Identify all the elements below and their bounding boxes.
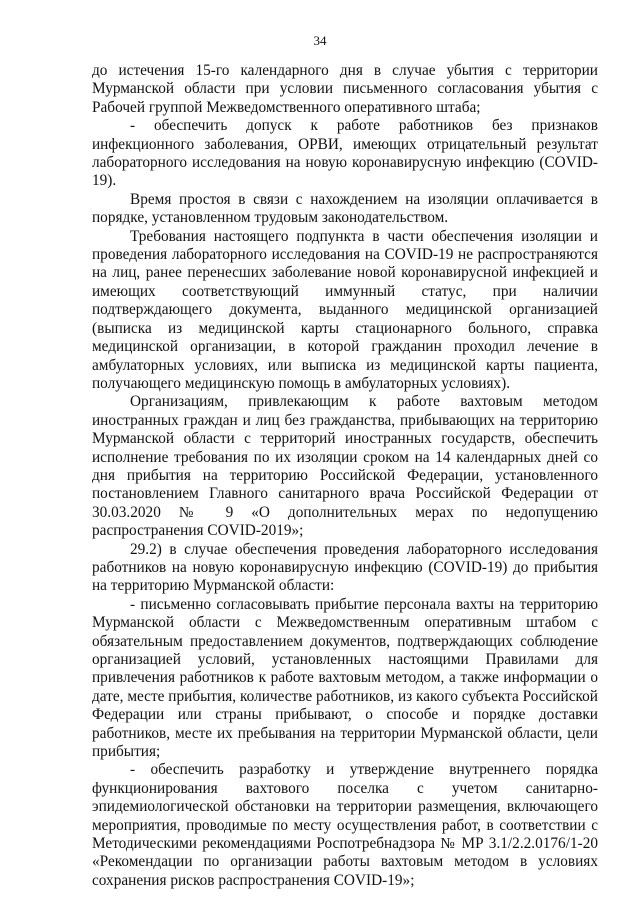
paragraph-clause-29-2: 29.2) в случае обеспечения проведения лабораторного исследования работников на новую коронавирусную инфекцию (COVID-19) до прибытия на территорию Мурманской области: [92,540,598,595]
paragraph-isolation-departure: до истечения 15-го календарного дня в случае убытия с территории Мурманской области при условии письменного согласования убытия с Рабочей группой Межведомственного оперативного штаба; [92,62,598,116]
document-body [92,62,598,890]
paragraph-written-approval: - письменно согласовывать прибытие персонала вахты на территорию Мурманской области с Межведомственным оперативным штабом с обязательным предоставлением документов, подтверждающих соблюдение организацией условий, установленных настоящими Правилами для привлечения работников к работе вахтовым методом, а также информации о дате, месте прибытия, количестве работников, из какого субъекта Российской Федерации или страны прибывают, о способе и порядке доставки работников, месте их пребывания на территории Мурманской области, цели прибытия; [92,595,598,761]
paragraph-immune-exemption: Требования настоящего подпункта в части обеспечения изоляции и проведения лабораторного исследования на COVID-19 не распространяются на лиц, ранее перенесших заболевание новой коронавирусной инфекцией и имеющих соответствующий иммунный статус, при наличии подтверждающего документа, выданного медицинской организацией (выписка из медицинской карты стационарного больного, справка медицинской организации, в которой гражданин проходил лечение в амбулаторных условиях, или выписка из медицинской карты пациента, получающего медицинскую помощь в амбулаторных условиях). [92,227,598,392]
paragraph-work-admission: - обеспечить допуск к работе работников без признаков инфекционного заболевания, ОРВИ, имеющих отрицательный результат лабораторного исследования на новую коронавирусную инфекцию (COVID-19). [92,117,598,190]
paragraph-foreign-workers: Организациям, привлекающим к работе вахтовым методом иностранных граждан и лиц без гражданства, прибывающих на территорию Мурманской области с территорий иностранных государств, обеспечить исполнение требования по их изоляции сроком на 14 календарных дней со дня прибытия на территорию Российской Федерации, установленного постановлением Главного санитарного врача Российской Федерации от 30.03.2020 № 9 «О дополнительных мерах по недопущению распространения COVID-2019»; [92,393,598,540]
paragraph-downtime-payment: Время простоя в связи с нахождением на изоляции оплачивается в порядке, установленном трудовым законодательством. [92,190,598,227]
paragraph-internal-procedure: - обеспечить разработку и утверждение внутреннего порядка функционирования вахтового поселка с учетом санитарно-эпидемиологической обстановки на территории размещения, включающего мероприятия, проводимые по месту осуществления работ, в соответствии с Методическими рекомендациями Роспотребнадзора № МР 3.1/2.2.0176/1-20 «Рекомендации по организации работы вахтовым методом в условиях сохранения рисков распространения COVID-19»; [92,761,598,889]
page-number: 34 [313,33,327,48]
